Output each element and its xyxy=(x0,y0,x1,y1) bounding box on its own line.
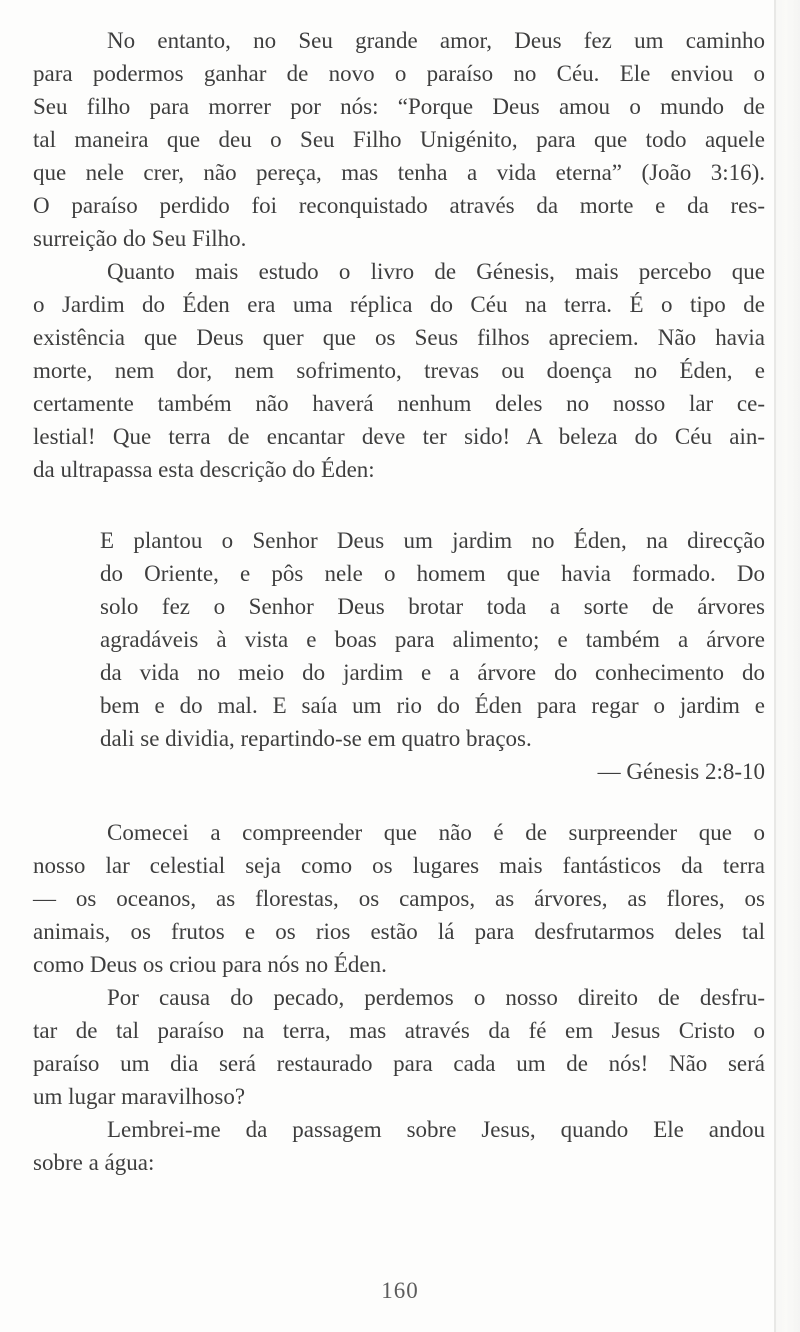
page-number: 160 xyxy=(381,1278,419,1303)
paragraph xyxy=(33,816,765,981)
text-line: nosso lar celestial seja como os lugares mais fantásticos da terra xyxy=(33,853,765,878)
text-line: dali se dividia, repartindo-se em quatro braços. xyxy=(100,726,532,751)
blockquote-text xyxy=(100,524,765,755)
text-line: — os oceanos, as florestas, os campos, as árvores, as flores, os xyxy=(33,886,765,911)
text-line: E plantou o Senhor Deus um jardim no Éden, na direcção xyxy=(100,528,765,553)
paragraph xyxy=(33,255,765,486)
text-line: tar de tal paraíso na terra, mas através da fé em Jesus Cristo o xyxy=(33,1018,765,1043)
text-line: sobre a água: xyxy=(33,1150,155,1175)
text-line: surreição do Seu Filho. xyxy=(33,226,247,251)
paragraph xyxy=(33,24,765,255)
text-line: certamente também não haverá nenhum deles no nosso lar ce- xyxy=(33,391,765,416)
text-line: existência que Deus quer que os Seus filhos apreciem. Não havia xyxy=(33,325,765,350)
text-line: paraíso um dia será restaurado para cada um de nós! Não será xyxy=(33,1051,765,1076)
text-line: agradáveis à vista e boas para alimento; e também a árvore xyxy=(100,627,765,652)
paragraph xyxy=(33,981,765,1113)
text-column xyxy=(33,24,765,1179)
text-line: No entanto, no Seu grande amor, Deus fez um caminho xyxy=(107,28,765,53)
text-line: do Oriente, e pôs nele o homem que havia formado. Do xyxy=(100,561,765,586)
text-line: lestial! Que terra de encantar deve ter sido! A beleza do Céu ain- xyxy=(33,424,765,449)
text-line: tal maneira que deu o Seu Filho Unigénito, para que todo aquele xyxy=(33,127,765,152)
text-line: para podermos ganhar de novo o paraíso no Céu. Ele enviou o xyxy=(33,61,765,86)
text-line: um lugar maravilhoso? xyxy=(33,1084,246,1109)
quote-attribution: — Génesis 2:8-10 xyxy=(597,759,765,784)
text-line: solo fez o Senhor Deus brotar toda a sorte de árvores xyxy=(100,594,765,619)
text-line: bem e do mal. E saía um rio do Éden para regar o jardim e xyxy=(100,693,765,718)
text-line: da ultrapassa esta descrição do Éden: xyxy=(33,457,375,482)
scan-edge-artifact xyxy=(774,0,800,1332)
text-line: como Deus os criou para nós no Éden. xyxy=(33,952,387,977)
text-line: da vida no meio do jardim e a árvore do conhecimento do xyxy=(100,660,765,685)
text-line: morte, nem dor, nem sofrimento, trevas ou doença no Éden, e xyxy=(33,358,765,383)
text-line: Comecei a compreender que não é de surpreender que o xyxy=(107,820,765,845)
text-line: O paraíso perdido foi reconquistado através da morte e da res- xyxy=(33,193,765,218)
text-line: Seu filho para morrer por nós: “Porque Deus amou o mundo de xyxy=(33,94,765,119)
text-line: Lembrei-me da passagem sobre Jesus, quando Ele andou xyxy=(107,1117,765,1142)
text-line: Quanto mais estudo o livro de Génesis, mais percebo que xyxy=(107,259,765,284)
paragraph xyxy=(33,1113,765,1179)
text-line: que nele crer, não pereça, mas tenha a vida eterna” (João 3:16). xyxy=(33,160,765,185)
text-line: o Jardim do Éden era uma réplica do Céu na terra. É o tipo de xyxy=(33,292,765,317)
blockquote xyxy=(100,524,765,788)
text-line: Por causa do pecado, perdemos o nosso direito de desfru- xyxy=(107,985,765,1010)
text-line: animais, os frutos e os rios estão lá para desfrutarmos deles tal xyxy=(33,919,765,944)
